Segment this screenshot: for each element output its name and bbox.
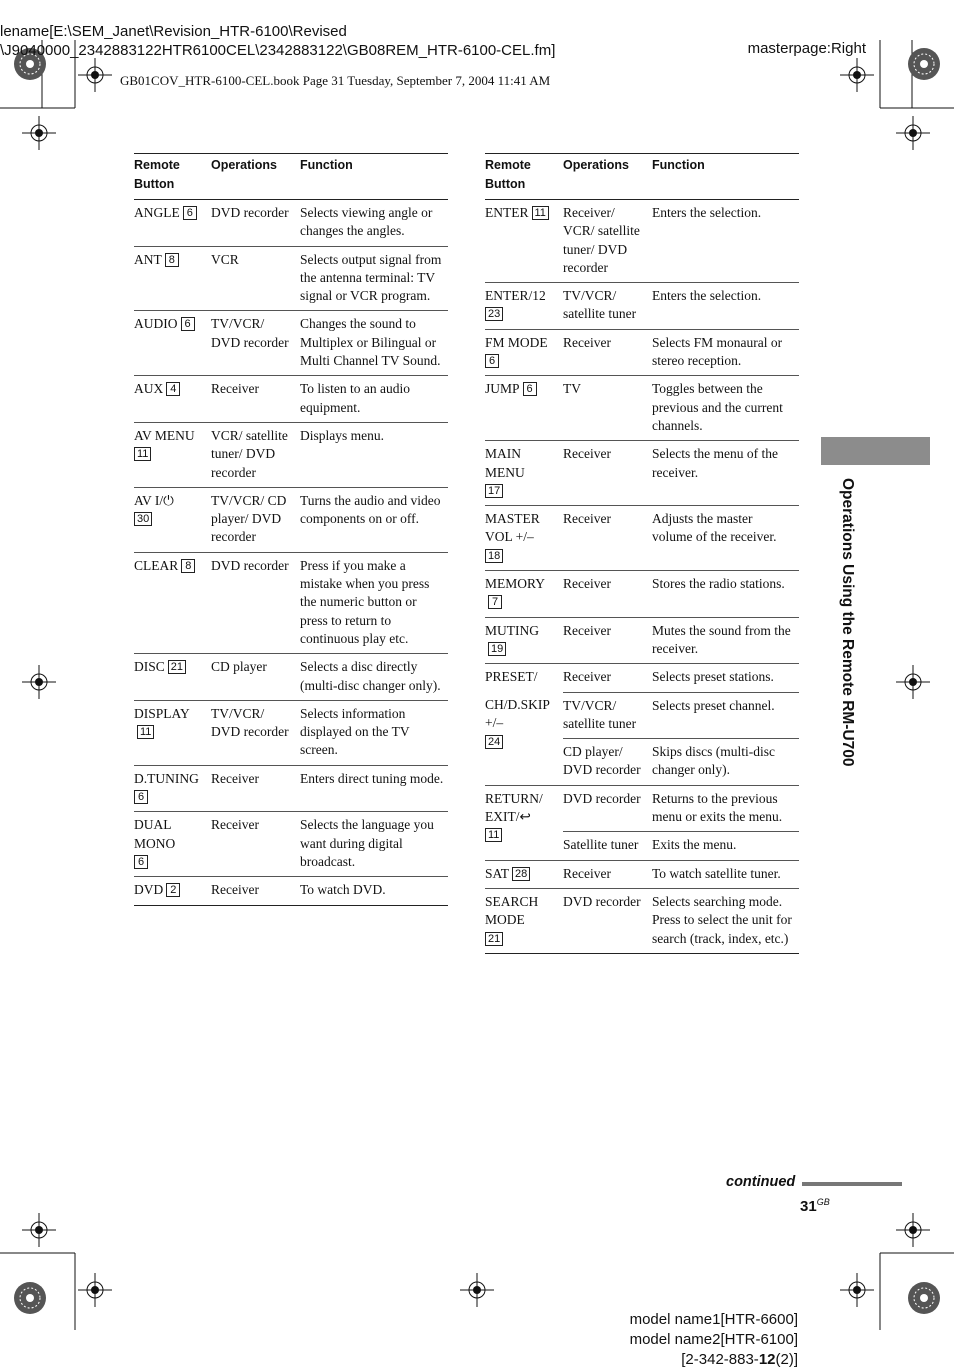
- function-cell: Exits the menu.: [652, 832, 799, 860]
- function-cell: To watch satellite tuner.: [652, 860, 799, 888]
- table-row: [134, 552, 448, 653]
- button-name: AUDIO: [134, 316, 178, 332]
- operations-cell: TV/VCR/ satellite tuner: [563, 692, 652, 739]
- function-cell: Selects information displayed on the TV screen.: [300, 700, 448, 765]
- function-cell: Skips discs (multi-disc changer only).: [652, 739, 799, 786]
- operations-cell: Receiver: [211, 877, 300, 905]
- callout-number: 6: [134, 855, 148, 869]
- function-cell: Selects the language you want during digital broadcast.: [300, 812, 448, 877]
- function-cell: Adjusts the master volume of the receiver.: [652, 506, 799, 571]
- remote-button-cell: [485, 860, 563, 888]
- crosshair-icon: [840, 1273, 874, 1307]
- callout-number: 17: [485, 484, 503, 498]
- button-name: CH/D.SKIP +/–: [485, 697, 550, 731]
- remote-button-cell: [485, 283, 563, 330]
- remote-button-cell: [485, 571, 563, 618]
- operations-cell: Receiver: [563, 329, 652, 376]
- button-name: ENTER/12: [485, 288, 546, 304]
- table-row: [134, 200, 448, 247]
- book-info-line: GB01COV_HTR-6100-CEL.book Page 31 Tuesday, September 7, 2004 11:41 AM: [120, 73, 551, 88]
- remote-button-cell: [134, 246, 211, 311]
- table-row: [485, 506, 799, 571]
- callout-number: 18: [485, 549, 503, 563]
- callout-number: 8: [181, 559, 195, 573]
- button-name: SEARCH MODE: [485, 893, 539, 928]
- callout-number: 24: [485, 735, 503, 749]
- remote-button-cell: [134, 422, 211, 487]
- remote-buttons-table-left: [134, 153, 448, 906]
- operations-cell: DVD recorder: [563, 888, 652, 953]
- table-row: [134, 654, 448, 701]
- operations-cell: Satellite tuner: [563, 832, 652, 860]
- button-name: DVD: [134, 882, 164, 898]
- section-title-text: Operations Using the Remote RM-U700: [839, 478, 856, 767]
- remote-button-cell: [485, 200, 563, 283]
- remote-button-cell: [134, 311, 211, 376]
- table-row: [134, 246, 448, 311]
- crosshair-icon: [896, 665, 930, 699]
- part-number: [630, 1350, 798, 1370]
- remote-buttons-table-right: [485, 153, 799, 954]
- callout-number: 21: [485, 932, 503, 946]
- table-row: [134, 812, 448, 877]
- button-name: DISPLAY: [134, 705, 190, 721]
- button-name: ENTER: [485, 205, 529, 220]
- column-header-operations: Operations: [211, 154, 300, 200]
- file-path: [0, 22, 555, 60]
- operations-cell: Receiver: [563, 506, 652, 571]
- file-path-line2: \J9040000_2342883122HTR6100CEL\2342883122\GB08REM_HTR-6100-CEL.fm]: [0, 42, 556, 59]
- button-name: PRESET/: [485, 669, 538, 685]
- table-row: [485, 785, 799, 832]
- continued-label: continued: [726, 1174, 796, 1190]
- remote-button-cell: [134, 765, 211, 812]
- crosshair-icon: [460, 1273, 494, 1307]
- function-cell: To watch DVD.: [300, 877, 448, 905]
- table-row: [485, 283, 799, 330]
- button-name: MAIN MENU: [485, 446, 525, 480]
- remote-button-cell: [485, 329, 563, 376]
- operations-cell: DVD recorder: [211, 552, 300, 653]
- table-row: [485, 571, 799, 618]
- operations-cell: CD player: [211, 654, 300, 701]
- crosshair-icon: [22, 665, 56, 699]
- table-row: [485, 441, 799, 506]
- callout-number: 6: [181, 317, 195, 331]
- function-cell: To listen to an audio equipment.: [300, 376, 448, 423]
- remote-button-cell: [134, 376, 211, 423]
- table-row: [134, 422, 448, 487]
- callout-number: 6: [183, 206, 197, 220]
- operations-cell: Receiver/ VCR/ satellite tuner/ DVD recorder: [563, 200, 652, 283]
- remote-button-cell: [485, 664, 563, 692]
- function-cell: Press if you make a mistake when you press the numeric button or press to return to continuous play etc.: [300, 552, 448, 653]
- button-name: ANT: [134, 251, 162, 267]
- column-header-button: Remote Button: [485, 154, 563, 200]
- crosshair-icon: [78, 1273, 112, 1307]
- remote-button-cell: [134, 654, 211, 701]
- callout-number: 6: [134, 790, 148, 804]
- remote-button-cell: [485, 441, 563, 506]
- operations-cell: Receiver: [211, 376, 300, 423]
- function-cell: Enters the selection.: [652, 283, 799, 330]
- button-name: MUTING: [485, 622, 539, 638]
- table-row: [134, 700, 448, 765]
- operations-cell: Receiver: [211, 765, 300, 812]
- operations-cell: CD player/ DVD recorder: [563, 739, 652, 786]
- button-name: SAT: [485, 865, 510, 881]
- operations-cell: DVD recorder: [211, 200, 300, 247]
- table-row: [134, 877, 448, 905]
- table-header-row: [485, 154, 799, 200]
- operations-cell: TV/VCR/ DVD recorder: [211, 700, 300, 765]
- operations-cell: Receiver: [211, 812, 300, 877]
- continued-bar: [802, 1182, 902, 1186]
- operations-cell: Receiver: [563, 571, 652, 618]
- table-row: [485, 329, 799, 376]
- button-name: MASTER VOL +/–: [485, 511, 540, 545]
- function-cell: Selects output signal from the antenna terminal: TV signal or VCR program.: [300, 246, 448, 311]
- button-name: AV MENU: [134, 427, 195, 443]
- starburst-icon: [12, 1280, 48, 1316]
- column-header-function: Function: [300, 154, 448, 200]
- table-row: [485, 200, 799, 283]
- starburst-icon: [906, 46, 942, 82]
- operations-cell: VCR/ satellite tuner/ DVD recorder: [211, 422, 300, 487]
- callout-number: 6: [485, 354, 499, 368]
- callout-number: 19: [488, 642, 506, 656]
- remote-button-cell: [485, 506, 563, 571]
- function-cell: Selects preset stations.: [652, 664, 799, 692]
- callout-number: 6: [523, 382, 537, 396]
- column-header-operations: Operations: [563, 154, 652, 200]
- model-info: [630, 1310, 798, 1370]
- crosshair-icon: [78, 58, 112, 92]
- remote-button-cell: [134, 812, 211, 877]
- part-number-prefix: [2-342-883-: [681, 1351, 759, 1368]
- operations-cell: TV/VCR/ DVD recorder: [211, 311, 300, 376]
- crosshair-icon: [840, 58, 874, 92]
- button-name: CLEAR: [134, 557, 179, 573]
- remote-button-cell: [134, 487, 211, 552]
- function-cell: Selects FM monaural or stereo reception.: [652, 329, 799, 376]
- function-cell: Enters the selection.: [652, 200, 799, 283]
- operations-cell: Receiver: [563, 860, 652, 888]
- callout-number: 11: [485, 828, 502, 842]
- function-cell: Changes the sound to Multiplex or Bilingual or Multi Channel TV Sound.: [300, 311, 448, 376]
- function-cell: Toggles between the previous and the current channels.: [652, 376, 799, 441]
- function-cell: Selects viewing angle or changes the angles.: [300, 200, 448, 247]
- callout-number: 11: [137, 725, 154, 739]
- operations-cell: TV: [563, 376, 652, 441]
- button-name: DISC: [134, 659, 165, 675]
- table-row: [134, 487, 448, 552]
- callout-number: 2: [166, 883, 180, 897]
- remote-button-cell: [485, 785, 563, 860]
- button-name: AV I/⏻: [134, 492, 174, 508]
- function-cell: Mutes the sound from the receiver.: [652, 617, 799, 664]
- table-row: [134, 376, 448, 423]
- operations-cell: TV/VCR/ CD player/ DVD recorder: [211, 487, 300, 552]
- function-cell: Turns the audio and video components on or off.: [300, 487, 448, 552]
- function-cell: Selects searching mode. Press to select the unit for search (track, index, etc.): [652, 888, 799, 953]
- button-name: ANGLE: [134, 205, 180, 220]
- function-cell: Stores the radio stations.: [652, 571, 799, 618]
- remote-button-cell: [134, 700, 211, 765]
- masterpage-label: masterpage:Right: [747, 40, 866, 57]
- table-row: [134, 311, 448, 376]
- table-row: [485, 860, 799, 888]
- operations-cell: DVD recorder: [563, 785, 652, 832]
- button-name: JUMP: [485, 381, 520, 397]
- callout-number: 4: [166, 382, 180, 396]
- callout-number: 21: [168, 660, 186, 674]
- callout-number: 11: [134, 447, 151, 461]
- operations-cell: Receiver: [563, 664, 652, 692]
- callout-number: 28: [512, 867, 530, 881]
- table-row: [134, 765, 448, 812]
- function-cell: Selects the menu of the receiver.: [652, 441, 799, 506]
- button-name: AUX: [134, 381, 164, 397]
- model-name-2: model name2[HTR-6100]: [629, 1331, 798, 1348]
- remote-button-cell: [485, 692, 563, 785]
- remote-button-cell: [134, 200, 211, 247]
- button-name: MEMORY: [485, 576, 546, 592]
- table-row: [485, 376, 799, 441]
- section-tab-bar: [821, 437, 930, 465]
- function-cell: Returns to the previous menu or exits the menu.: [652, 785, 799, 832]
- crosshair-icon: [22, 116, 56, 150]
- callout-number: 30: [134, 512, 152, 526]
- operations-cell: Receiver: [563, 617, 652, 664]
- button-name: DUAL MONO: [134, 817, 176, 851]
- crosshair-icon: [896, 116, 930, 150]
- table-row: [485, 888, 799, 953]
- callout-number: 8: [165, 253, 179, 267]
- table-row: [485, 664, 799, 692]
- function-cell: Displays menu.: [300, 422, 448, 487]
- crosshair-icon: [22, 1213, 56, 1247]
- button-name: RETURN/ EXIT/↩: [485, 790, 543, 825]
- callout-number: 23: [485, 307, 503, 321]
- remote-button-cell: [485, 617, 563, 664]
- remote-button-cell: [485, 376, 563, 441]
- function-cell: Enters direct tuning mode.: [300, 765, 448, 812]
- operations-cell: TV/VCR/ satellite tuner: [563, 283, 652, 330]
- callout-number: 11: [532, 206, 549, 220]
- file-path-line1: lename[E:\SEM_Janet\Revision_HTR-6100\Revised: [0, 23, 347, 40]
- table-header-row: [134, 154, 448, 200]
- function-cell: Selects a disc directly (multi-disc changer only).: [300, 654, 448, 701]
- model-name-1: model name1[HTR-6600]: [629, 1311, 798, 1328]
- remote-button-cell: [134, 552, 211, 653]
- column-header-function: Function: [652, 154, 799, 200]
- callout-number: 7: [488, 595, 502, 609]
- page-number-suffix: GB: [816, 1197, 830, 1207]
- page-number-value: 31: [800, 1198, 817, 1215]
- button-name: FM MODE: [485, 334, 548, 350]
- part-number-bold: 12: [758, 1351, 776, 1368]
- column-header-button: Remote Button: [134, 154, 211, 200]
- remote-button-cell: [485, 888, 563, 953]
- function-cell: Selects preset channel.: [652, 692, 799, 739]
- part-number-suffix: (2)]: [775, 1351, 798, 1368]
- remote-button-cell: [134, 877, 211, 905]
- operations-cell: Receiver: [563, 441, 652, 506]
- starburst-icon: [906, 1280, 942, 1316]
- table-row: [485, 692, 799, 739]
- button-name: D.TUNING: [134, 770, 199, 786]
- operations-cell: VCR: [211, 246, 300, 311]
- page-number: [800, 1197, 830, 1215]
- table-row: [485, 617, 799, 664]
- crosshair-icon: [896, 1213, 930, 1247]
